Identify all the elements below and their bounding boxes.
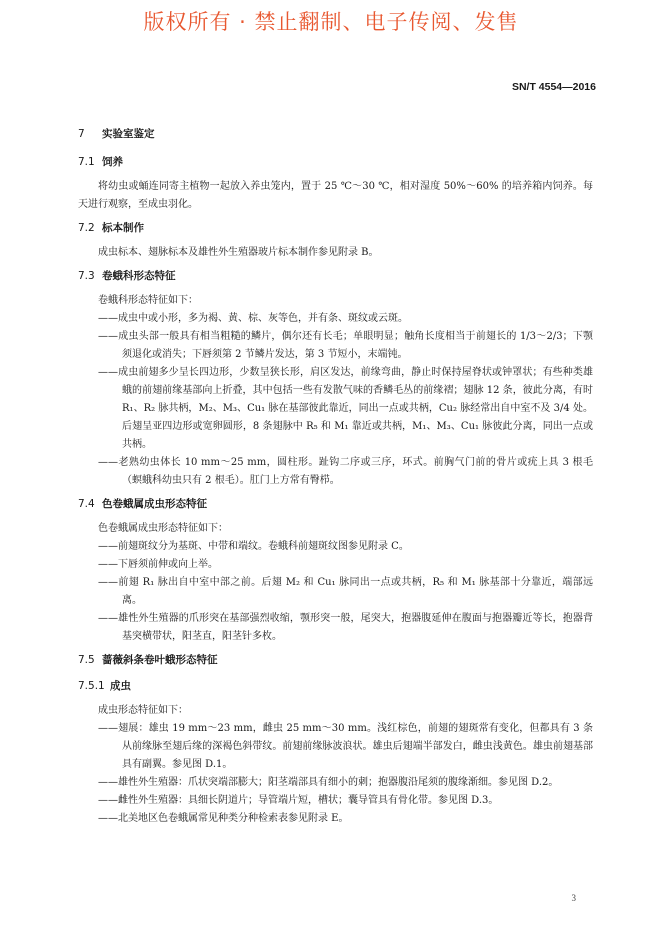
section-title: 色卷蛾属成虫形态特征	[102, 498, 207, 510]
standard-code: SN/T 4554—2016	[511, 81, 596, 93]
list-item: ——北美地区色卷蛾属常见种类分种检索表参见附录 E。	[98, 813, 349, 824]
section-number: 7	[78, 128, 85, 140]
page-number: 3	[571, 893, 576, 903]
copyright-watermark: 版权所有 · 禁止翻制、电子传阅、发售	[143, 10, 519, 34]
list-item: ——老熟幼虫体长 10 mm～25 mm，圆柱形。趾钩二序或三序，环式。前胸气门前的骨片或疣上具 3 根毛（螟蛾科幼虫只有 2 根毛）。肛门上方常有臀栉。	[98, 457, 593, 486]
section-title: 卷蛾科形态特征	[102, 270, 176, 282]
paragraph: 将幼虫或蛹连同寄主植物一起放入养虫笼内，置于 25 ℃～30 ℃，相对湿度 50%～60% 的培养箱内饲养。每天进行观察，至成虫羽化。	[78, 181, 593, 210]
list-item: ——前翅斑纹分为基斑、中带和端纹。卷蛾科前翅斑纹图参见附录 C。	[98, 541, 409, 552]
intro-text: 色卷蛾属成虫形态特征如下：	[98, 523, 228, 534]
list-item: ——雌性外生殖器：具细长阴道片；导管端片短，槽状；囊导管具有骨化带。参见图 D.3。	[98, 795, 499, 806]
section-7-4-heading	[78, 496, 593, 522]
intro-text: 成虫形态特征如下：	[98, 705, 188, 716]
list-item: ——下唇须前伸或向上举。	[98, 559, 218, 570]
section-number: 7.3	[78, 270, 95, 282]
section-title: 蔷薇斜条卷叶蛾形态特征	[102, 654, 218, 666]
list-item: ——雄性外生殖器的爪形突在基部强烈收缩，颚形突一般，尾突大，抱器腹延伸在腹面与抱器瓣近等长，抱器背基突横带状，阳茎直，阳茎针多枚。	[98, 613, 593, 642]
list-item: ——成虫头部一般具有相当粗糙的鳞片，偶尔还有长毛；单眼明显；触角长度相当于前翅长的 1/3～2/3；下颚须退化或消失；下唇须第 2 节鳞片发达，第 3 节短小，末端钝。	[98, 331, 593, 360]
section-number: 7.5.1	[78, 680, 105, 692]
section-7-3-heading	[78, 268, 593, 294]
list-item: ——雄性外生殖器：爪状突端部膨大；阳茎端部具有细小的刺；抱器腹沿尾须的腹缘渐细。参见图 D.2。	[98, 777, 559, 788]
section-title: 饲养	[102, 156, 123, 168]
document-body	[78, 126, 593, 828]
section-7-1-heading	[78, 154, 593, 180]
section-number: 7.4	[78, 498, 95, 510]
section-7-heading	[78, 126, 593, 154]
paragraph: 成虫标本、翅脉标本及雄性外生殖器玻片标本制作参见附录 B。	[98, 247, 379, 258]
list-item: ——成虫中或小形，多为褐、黄、棕、灰等色，并有条、斑纹或云斑。	[98, 313, 408, 324]
section-7-5-heading	[78, 652, 593, 678]
list-item: ——前翅 R₁ 脉出自中室中部之前。后翅 M₂ 和 Cu₁ 脉同出一点或共柄，R₅ 和 M₁ 脉基部十分靠近，端部远离。	[98, 577, 593, 606]
section-number: 7.2	[78, 222, 95, 234]
list-item: ——成虫前翅多少呈长四边形，少数呈狭长形，肩区发达，前缘弯曲，静止时保持屋脊状或钟罩状；有些种类雄蛾的前翅前缘基部向上折叠，其中包括一些有发散气味的香鳞毛丛的前缘褶；翅脉 12 条，彼此分离，有时 R₁、R₂ 脉共柄，M₂、M₃、Cu₁ 脉在基部彼此靠近，同出一点或共柄，Cu₂ 脉经常出自中室不及 3/4 处。后翅呈亚四边形或宽卵圆形，8 条翅脉中 R₅ 和 M₁ 靠近或共柄，M₁、M₃、Cu₁ 脉彼此分离，同出一点或共柄。	[98, 367, 593, 450]
section-7-5-1-heading	[78, 678, 593, 704]
section-number: 7.5	[78, 654, 95, 666]
section-title: 成虫	[110, 680, 131, 692]
section-7-2-heading	[78, 220, 593, 246]
intro-text: 卷蛾科形态特征如下：	[98, 295, 198, 306]
list-item: ——翅展：雄虫 19 mm～23 mm，雌虫 25 mm～30 mm。浅红棕色，前翅的翅斑常有变化，但都具有 3 条从前缘脉至翅后缘的深褐色斜带纹。前翅前缘脉波浪状。雄虫后翅端半部发白，雌虫浅黄色。雄虫前翅基部具有副翼。参见图 D.1。	[98, 723, 593, 770]
section-title: 实验室鉴定	[102, 128, 155, 140]
section-title: 标本制作	[102, 222, 144, 234]
section-number: 7.1	[78, 156, 95, 168]
